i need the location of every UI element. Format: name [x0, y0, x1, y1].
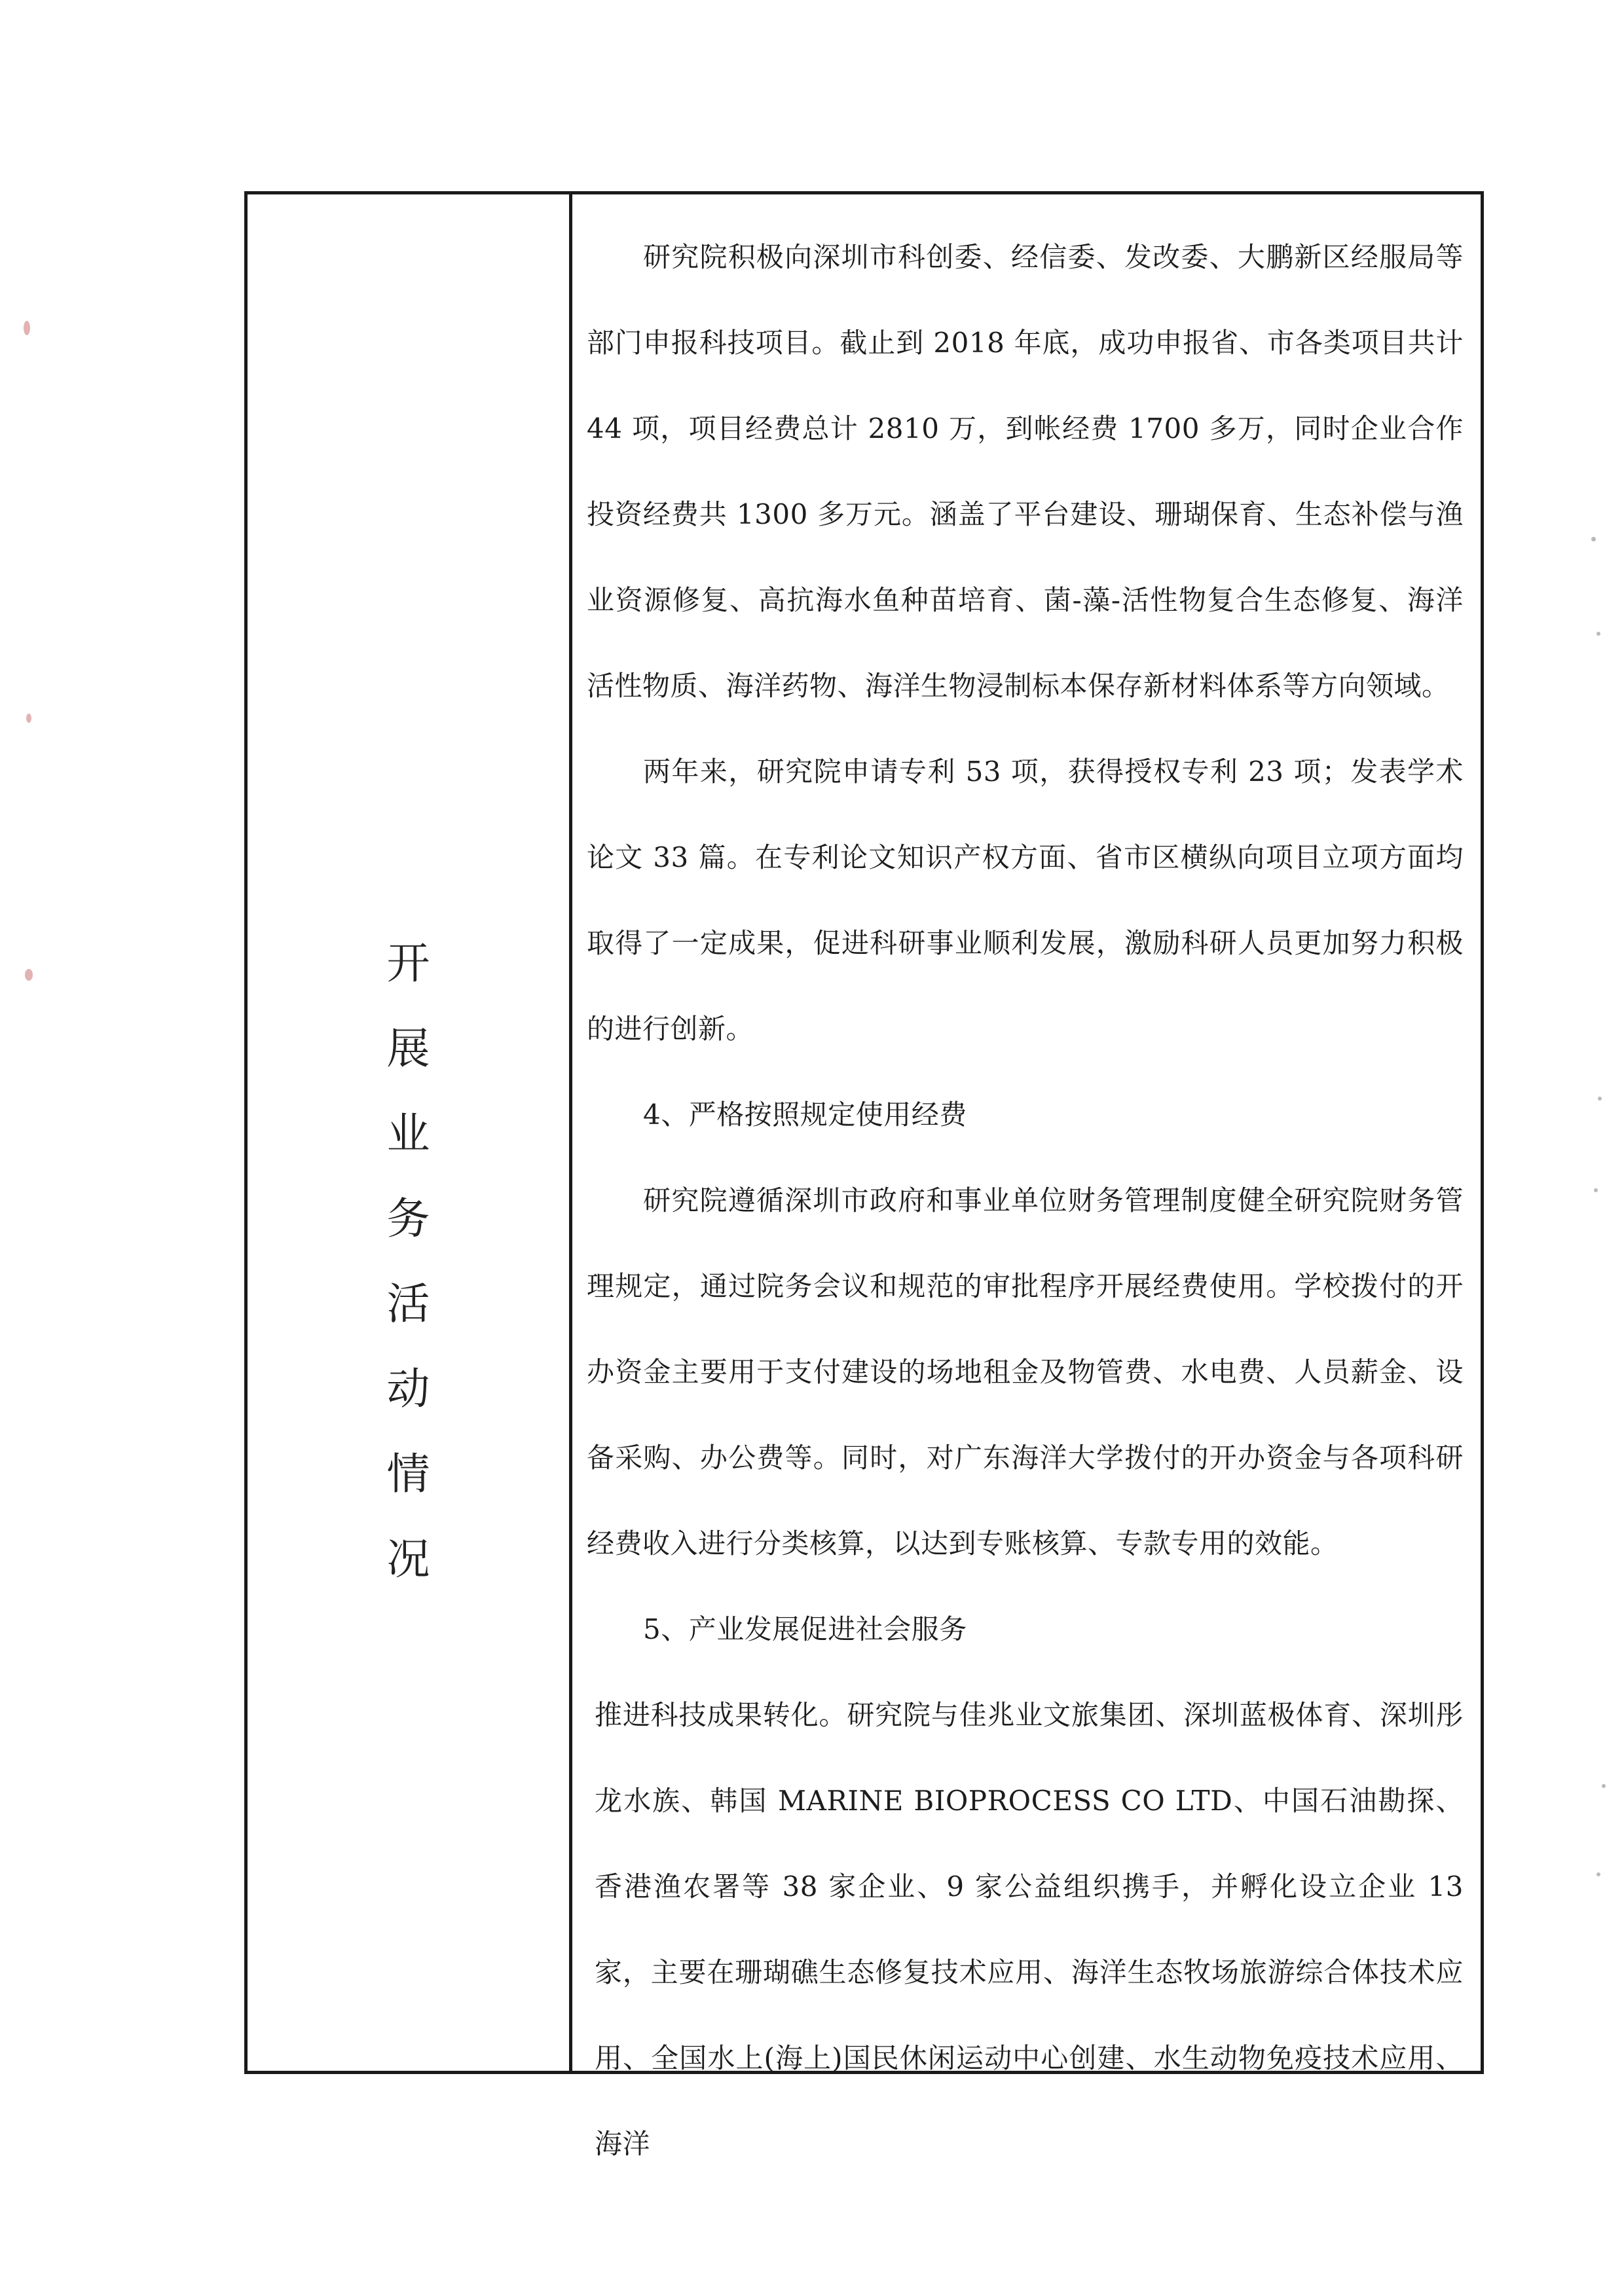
title-char: 业 [386, 1108, 430, 1159]
scan-mark [1591, 537, 1596, 541]
heading-funding-usage: 4、严格按照规定使用经费 [643, 1099, 967, 1131]
activity-form-table [244, 191, 1484, 2160]
scan-mark [25, 969, 33, 981]
heading-industry: 5、产业发展促进社会服务 [643, 1613, 967, 1645]
paragraph-funding: 研究院积极向深圳市科创委、经信委、发改委、大鹏新区经服局等部门申报科技项目。截止到 2018 年底，成功申报省、市各类项目共计 44 项，项目经费总计 2810 万，到帐经费 1700 多万，同时企业合作投资经费共 1300 多万元。涵盖了平台建设、珊瑚保育、生态补偿与渔业资源修复、高抗海水鱼种苗培育、菌-藻-活性物复合生态修复、海洋活性物质、海洋药物、海洋生物浸制标本保存新材料体系等方向领域。 [587, 241, 1464, 702]
title-char: 动 [386, 1364, 430, 1414]
title-char: 开 [386, 938, 430, 989]
section-title-vertical [248, 921, 569, 1602]
title-char: 活 [386, 1279, 430, 1329]
title-char: 展 [386, 1023, 430, 1074]
scan-mark [1596, 1872, 1600, 1876]
title-char: 务 [386, 1194, 430, 1244]
scan-mark [24, 321, 30, 335]
title-char: 况 [386, 1534, 430, 1584]
scan-mark [1594, 1188, 1598, 1192]
scan-mark [1598, 1097, 1602, 1101]
content-cell [572, 194, 1481, 2160]
scan-mark [26, 714, 31, 723]
paragraph-patents: 两年来，研究院申请专利 53 项，获得授权专利 23 项；发表学术论文 33 篇。在专利论文知识产权方面、省市区横纵向项目立项方面均取得了一定成果，促进科研事业顺利发展，激励科研人员更加努力积极的进行创新。 [587, 756, 1464, 1045]
scan-mark [1596, 632, 1600, 636]
scan-mark [1602, 1784, 1606, 1788]
header-cell [248, 194, 572, 2071]
title-char: 情 [386, 1449, 430, 1499]
paragraph-transfer: 推进科技成果转化。研究院与佳兆业文旅集团、深圳蓝极体育、深圳彤龙水族、韩国 MARINE BIOPROCESS CO LTD、中国石油勘探、香港渔农署等 38 家企业、9 家公益组织携手，并孵化设立企业 13 家，主要在珊瑚礁生态修复技术应用、海洋生态牧场旅游综合体技术应用、全国水上(海上)国民休闲运动中心创建、水生动物免疫技术应用、海洋 [595, 1699, 1464, 2160]
paragraph-finance: 研究院遵循深圳市政府和事业单位财务管理制度健全研究院财务管理规定，通过院务会议和规范的审批程序开展经费使用。学校拨付的开办资金主要用于支付建设的场地租金及物管费、水电费、人员薪金、设备采购、办公费等。同时，对广东海洋大学拨付的开办资金与各项科研经费收入进行分类核算，以达到专账核算、专款专用的效能。 [587, 1184, 1464, 1559]
